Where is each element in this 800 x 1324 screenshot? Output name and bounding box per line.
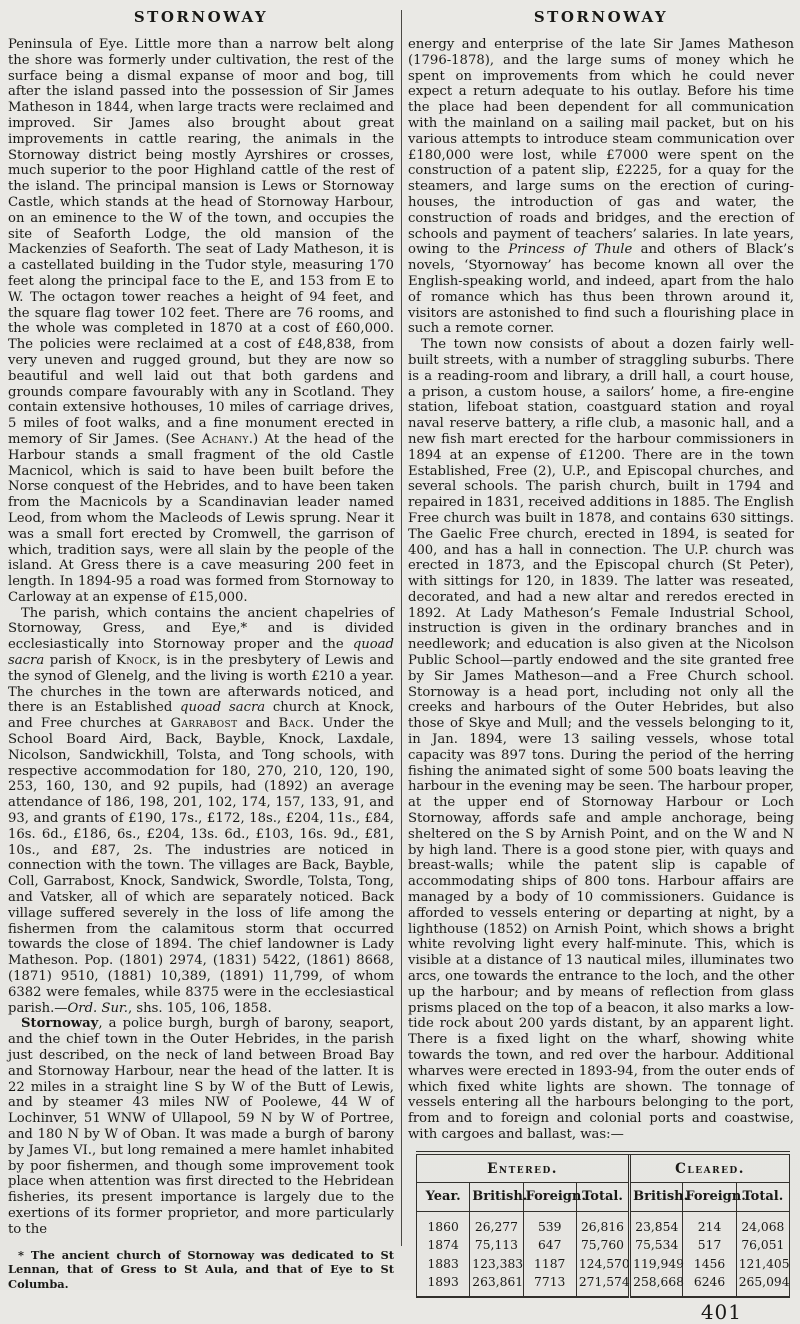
paragraph: The town now consists of about a dozen fairly well-built streets, with a number of straggling suburbs. There is a reading-room and library, a drill hall, a court house, a prison, a custom house, a sailors’ home, a fire-engine station, lifeboat station, coastguard station and royal naval reserve battery, a rifle club, a masonic hall, and a new fish mart erected for the harbour commissioners in 1894 at an expense of £1200. There are in the town Established, Free (2), U.P., and Episcopal churches, and several schools. The parish church, built in 1794 and repaired in 1831, received additions in 1885. The English Free church was built in 1878, and contains 630 sittings. The Gaelic Free church, erected in 1894, is seated for 400, and has a hall in connection. The U.P. church was erected in 1873, and the Episcopal church (St Peter), with sittings for 120, in 1839. The latter was reseated, decorated, and had a new altar and reredos erected in 1892. At Lady Matheson’s Female Industrial School, instruction is given in the ordinary branches and in needlework; and education is also given at the Nicolson Public School—partly endowed and the site granted free by Sir James Matheson—and a Free Church school. Stornoway is a head port, including not only all the creeks and harbours of the Outer Hebrides, but also those of Skye and Mull; and the vessels belonging to it, in Jan. 1894, were 13 sailing vessels, whose total capacity was 897 tons. During the period of the herring fishing the animated sight of some 500 boats leaving the harbour in the evening may be seen. The harbour proper, at the upper end of Stornoway Harbour or Loch Stornoway, affords safe and ample anchorage, being sheltered on the S by Arnish Point, and on the W and N by high land. There is a good stone pier, with quays and breast-walls; while the patent slip is capable of accommodating ships of 800 tons. Harbour affairs are managed by a body of 10 commissioners. Guidance is afforded to vessels entering or departing at night, by a lighthouse (1852) on Arnish Point, which shows a bright white revolving light every half-minute. This, which is visible at a distance of 13 nautical miles, illuminates two arcs, one towards the entrance to the loch, and the other up the harbour; and by means of reflection from glass prisms placed on the top of a beacon, it also marks a low-tide rock about 200 yards distant, by an apparent light. There is a fixed light on the wharf, showing white towards the town, and red over the harbour. Additional wharves were erected in 1893-94, from the outer ends of which fixed white lights are shown. The tonnage of vessels entering all the harbours belonging to the port, from and to foreign and colonial ports and coastwise, with cargoes and ballast, was:—	[408, 337, 794, 1142]
table-column-header: Foreign.	[683, 1182, 736, 1211]
table-row	[417, 1255, 790, 1274]
table-column-header: Year.	[417, 1182, 470, 1211]
table-cell: 123,383	[470, 1255, 523, 1274]
table-cell: 517	[683, 1236, 736, 1255]
right-column	[408, 8, 795, 1324]
table-row	[417, 1211, 790, 1236]
table-cell: 7713	[523, 1273, 576, 1297]
table-column-header: Foreign.	[523, 1182, 576, 1211]
table-column-header: British.	[630, 1182, 683, 1211]
table-cell: 214	[683, 1211, 736, 1236]
table-group-header: Cleared.	[630, 1153, 790, 1183]
table-cell: 6246	[683, 1273, 736, 1297]
table-column-header: British.	[470, 1182, 523, 1211]
table-group-header: Entered.	[417, 1153, 630, 1183]
table-cell: 119,949	[630, 1255, 683, 1274]
table-cell: 271,574	[576, 1273, 629, 1297]
table-cell: 1860	[427, 1219, 459, 1234]
table-cell: 75,113	[470, 1236, 523, 1255]
table-column-header: Total.	[736, 1182, 789, 1211]
paragraph: Peninsula of Eye. Little more than a narrow belt along the shore was formerly under cultivation, the rest of the surface being a dismal expanse of moor and bog, till after the island passed into the possession of Sir James Matheson in 1844, when large tracts were reclaimed and improved. Sir James also brought about great improvements in cattle rearing, the animals in the Stornoway district being mostly Ayrshires or crosses, much superior to the poor Highland cattle of the rest of the island. The principal mansion is Lews or Stornoway Castle, which stands at the head of Stornoway Harbour, on an eminence to the W of the town, and occupies the site of Seaforth Lodge, the old mansion of the Mackenzies of Seaforth. The seat of Lady Matheson, it is a castellated building in the Tudor style, measuring 170 feet along the principal face to the E, and 153 from E to W. The octagon tower reaches a height of 94 feet, and the square flag tower 102 feet. There are 76 rooms, and the whole was completed in 1870 at a cost of £60,000. The policies were reclaimed at a cost of £48,838, from very uneven and rugged ground, but they are now so beautiful and well laid out that both gardens and grounds compare favourably with any in Scotland. They contain extensive hothouses, 10 miles of carriage drives, 5 miles of foot walks, and a fine monument erected in memory of Sir James. (See Achany.) At the head of the Harbour stands a small fragment of the old Castle Macnicol, which is said to have been built before the Norse conquest of the Hebrides, and to have been taken from the Macnicols by a Scandinavian leader named Leod, from whom the Macleods of Lewis sprung. Near it was a small fort erected by Cromwell, the garrison of which, tradition says, were all slain by the people of the island. At Gress there is a cave measuring 200 feet in length. In 1894-95 a road was formed from Stornoway to Carloway at an expense of £15,000.	[8, 37, 394, 605]
table-cell: 1874	[427, 1238, 459, 1253]
table-cell: 26,277	[470, 1211, 523, 1236]
table-group-header-row	[417, 1153, 790, 1183]
left-column-text	[8, 37, 394, 1238]
running-head-right: STORNOWAY	[533, 8, 669, 26]
table-column-header-row	[417, 1182, 790, 1211]
paragraph: energy and enterprise of the late Sir James Matheson (1796-1878), and the large sums of money which he spent on improvements from which he could never expect a return adequate to his outlay. Before his time the place had been dependent for all communication with the mainland on a sailing mail packet, but on his various attempts to introduce steam communication over £180,000 were lost, while £7000 were spent on the construction of a patent slip, £2225, for a quay for the steamers, and large sums on the erection of curing-houses, the introduction of gas and water, the construction of roads and bridges, and the erection of schools and payment of teachers’ salaries. In late years, owing to the Princess of Thule and others of Black’s novels, ‘Styornoway’ has become known all over the English-speaking world, and indeed, apart from the halo of romance which has thus been thrown around it, visitors are astonished to find such a flourishing place in such a remote corner.	[408, 37, 795, 337]
tonnage-table-wrap	[408, 1143, 794, 1324]
table-cell: 1883	[427, 1256, 459, 1271]
table-cell: 124,570	[576, 1255, 629, 1274]
table-cell: 23,854	[630, 1211, 683, 1236]
table-cell: 539	[523, 1211, 576, 1236]
table-row	[417, 1273, 790, 1297]
table-cell: 265,094	[736, 1273, 789, 1297]
paragraph: * The ancient church of Stornoway was dedicated to St Lennan, that of Gress to St Aula, and that of Eye to St Columba.	[8, 1247, 394, 1291]
page-number: 401	[700, 1299, 742, 1324]
left-column	[8, 8, 394, 1291]
table-cell: 258,668	[630, 1273, 683, 1297]
running-head-left: STORNOWAY	[133, 8, 269, 26]
table-cell: 24,068	[736, 1211, 789, 1236]
table-cell: 647	[523, 1236, 576, 1255]
table-cell: 75,534	[630, 1236, 683, 1255]
right-column-text	[408, 37, 794, 1143]
table-cell: 1893	[427, 1275, 459, 1290]
paragraph: The parish, which contains the ancient chapelries of Stornoway, Gress, and Eye,* and is divided ecclesiastically into Stornoway proper and the quoad sacra parish of Knock, is in the presbytery of Lewis and the synod of Glenelg, and the living is worth £210 a year. The churches in the town are afterwards noticed, and there is an Established quoad sacra church at Knock, and Free churches at Garrabost and Back. Under the School Board Aird, Back, Bayble, Knock, Laxdale, Nicolson, Sandwickhill, Tolsta, and Tong schools, with respective accommodation for 180, 270, 210, 120, 190, 253, 160, 130, and 92 pupils, had (1892) an average attendance of 186, 198, 201, 102, 174, 157, 133, 91, and 93, and grants of £190, 17s., £172, 18s., £204, 11s., £84, 16s. 6d., £186, 6s., £204, 13s. 6d., £103, 16s. 9d., £81, 10s., and £87, 2s. The industries are noticed in connection with the town. The villages are Back, Bayble, Coll, Garrabost, Knock, Sandwick, Swordle, Tolsta, Tong, and Vatsker, all of which are separately noticed. Back village suffered severely in the loss of life among the fishermen from the calamitous storm that occurred towards the close of 1894. The chief landowner is Lady Matheson. Pop. (1801) 2974, (1831) 5422, (1861) 8668, (1871) 9510, (1881) 10,389, (1891) 11,799, of whom 6382 were females, while 8375 were in the ecclesiastical parish.—Ord. Sur., shs. 105, 106, 1858.	[8, 605, 394, 1016]
table-cell: 1187	[523, 1255, 576, 1274]
table-cell: 263,861	[470, 1273, 523, 1297]
table-cell: 26,816	[576, 1211, 629, 1236]
table-cell: 121,405	[736, 1255, 789, 1274]
table-cell: 75,760	[576, 1236, 629, 1255]
tonnage-table	[416, 1151, 790, 1298]
column-divider-rule	[401, 10, 402, 1246]
table-row	[417, 1236, 790, 1255]
paragraph: Stornoway, a police burgh, burgh of barony, seaport, and the chief town in the Outer Hebrides, in the parish just described, on the neck of land between Broad Bay and Stornoway Harbour, near the head of the latter. It is 22 miles in a straight line S by W of the Butt of Lewis, and by steamer 43 miles NW of Poolewe, 44 W of Lochinver, 51 WNW of Ullapool, 59 N by W of Portree, and 180 N by W of Oban. It was made a burgh of barony by James VI., but long remained a mere hamlet inhabited by poor fishermen, and though some improvement took place when attention was first directed to the Hebridean fisheries, its present importance is largely due to the exertions of its former proprietor, and more particularly to the	[8, 1016, 394, 1237]
table-cell: 1456	[683, 1255, 736, 1274]
table-cell: 76,051	[736, 1236, 789, 1255]
table-column-header: Total.	[576, 1182, 629, 1211]
footnote	[8, 1238, 394, 1292]
